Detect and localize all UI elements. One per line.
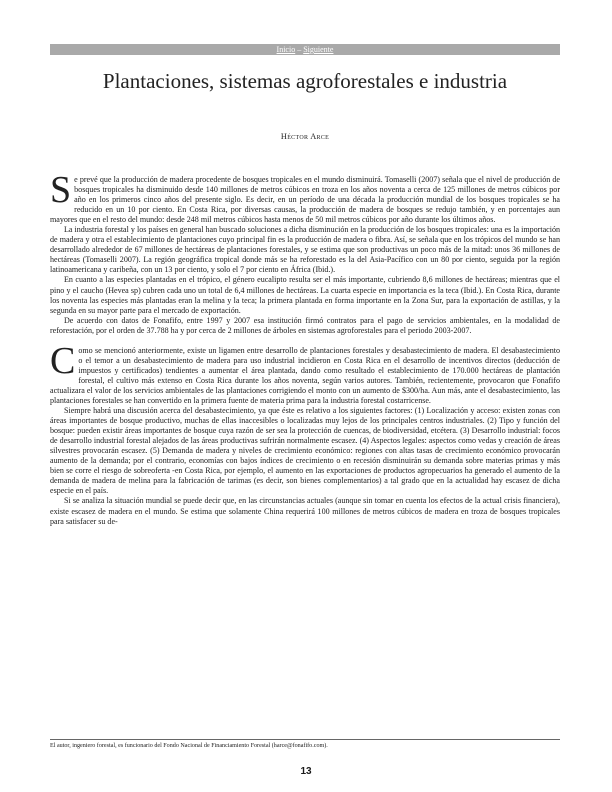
article-body xyxy=(50,169,560,527)
nav-link-inicio[interactable]: Inicio xyxy=(276,45,296,54)
drop-cap: C xyxy=(50,339,76,382)
nav-link-siguiente[interactable]: Siguiente xyxy=(303,45,334,54)
paragraph: La industria forestal y los países en general han buscado soluciones a dicha disminución en la producción de los bosques tropicales: una es la importación de madera y otra el establecimiento de plantaciones cuyo principal fin es la producción de madera o fibra. Así, se señala que en los trópicos del mundo se han desarrollado alrededor de 67 millones de hectáreas de plantaciones forestales, y se estima que son productivas un poco más de la mitad: unos 36 millones de hectáreas (Tomaselli 2007). La región geográfica tropical donde más se ha reforestado es la del Asia-Pacífico con un 80 por ciento, seguida por la región latinoamericana y caribeña, con un 13 por ciento, y solo el 7 por ciento en África (Ibid.). xyxy=(50,225,560,275)
section-intro xyxy=(50,169,560,336)
drop-cap: S xyxy=(50,169,72,211)
paragraph: De acuerdo con datos de Fonafifo, entre 1997 y 2007 esa institución firmó contratos para el pago de servicios ambientales, en la modalidad de reforestación, por el orden de 37.788 ha y por cerca de 2 millones de árboles en sistemas agroforestales para el periodo 2003-2007. xyxy=(50,315,560,335)
article-title: Plantaciones, sistemas agroforestales e industria xyxy=(102,69,508,93)
paragraph: Si se analiza la situación mundial se puede decir que, en las circunstancias actuales (aunque sin tomar en cuenta los efectos de la actual crisis financiera), existe escasez de madera en el mundo. Se estima que solamente China requerirá 100 millones de metros cúbicos de madera en troza de bosques tropicales para satisfacer su de- xyxy=(50,496,560,526)
footnote-divider xyxy=(50,739,560,740)
section-desabastecimiento xyxy=(50,339,560,527)
paragraph: En cuanto a las especies plantadas en el trópico, el género eucalipto resulta ser el más importante, cubriendo 8,6 millones de hectáreas; mientras que el pino y el caucho (Hevea sp) cubren cada uno un total de 6,4 millones de hectáreas. La cuarta especie en importancia es la teca (Ibid.). En Costa Rica, durante los noventa las especies más plantadas eran la melina y la teca; la primera plantada en forma importante en la Zona Sur, para la exportación de astillas, y la segunda en su mayor parte para el mercado de exportación. xyxy=(50,275,560,315)
paragraph: omo se mencionó anteriormente, existe un ligamen entre desarrollo de plantaciones forestales y desabastecimiento de madera. El desabastecimiento o el temor a un desabastecimiento de madera para uso industrial incidieron en Costa Rica en el desarrollo de incentivos directos (deducción de impuestos y certificados) tendientes a aumentar el área plantada, dando como resultado el establecimiento de 170.000 hectáreas de plantación forestal, el cultivo más extenso en Costa Rica durante los años noventa, según varios autores. También, recientemente, provocaron que Fonafifo actualizara el valor de los servicios ambientales de las plantaciones corrigiendo el monto con un aumento de $300/ha. Aun más, ante el desabastecimiento, las plantaciones forestales se han convertido en la primera fuente de materia prima para la industria forestal costarricense. xyxy=(50,345,560,405)
section-spacer xyxy=(50,336,560,346)
paragraph: e prevé que la producción de madera procedente de bosques tropicales en el mundo disminuirá. Tomaselli (2007) señala que el nivel de producción de bosques tropicales ha disminuido desde 140 millones de metros cúbicos en troza en los años noventa a cerca de 125 millones de metros cúbicos por año en los primeros cinco años del presente siglo. Es decir, en un período de una década la producción mundial de los bosques tropicales se ha reducido en un 10 por ciento. En Costa Rica, por diversas causas, la producción de madera de bosques se redujo también, y en porcentajes aun mayores que en el resto del mundo: desde 248 mil metros cúbicos hasta menos de 50 mil metros cúbicos por año durante los últimos años. xyxy=(50,175,560,225)
article-author: Héctor Arce xyxy=(280,132,330,141)
footnote: El autor, ingeniero forestal, es funcionario del Fondo Nacional de Financiamiento Forestal (harce@fonafifo.com). xyxy=(50,743,328,749)
paragraph: Siempre habrá una discusión acerca del desabastecimiento, ya que éste es relativo a los siguientes factores: (1) Localización y acceso: existen zonas con áreas importantes de bosque productivo, muchas de ellas inaccesibles o localizadas muy lejos de los principales centros industriales. (2) Tipo y función del bosque: pueden existir áreas importantes de bosque cuya razón de ser sea la protección de cuencas, de biodiversidad, etcétera. (3) Desarrollo industrial: focos de desarrollo industrial forestal alejados de las áreas productivas sufrirán normalmente escasez. (4) Aspectos legales: aspectos como vedas y creación de áreas silvestres provocarán escasez. (5) Demanda de madera y niveles de crecimiento económico: regiones con altas tasas de crecimiento económico provocarán aumento de la demanda; por el contrario, economías con bajos índices de crecimiento o en recesión disminuirán su demanda sobre materias primas y más bien se corre el riesgo de sobreoferta -en Costa Rica, por ejemplo, el aumento en las exportaciones de productos agropecuarios ha generado el aumento de la demanda de madera de melina para la fabricación de tarimas (es decir, son bienes complementarios) a tal grado que en la actualidad hay escasez de dicha especie en el país. xyxy=(50,406,560,496)
page-number: 13 xyxy=(300,766,312,777)
nav-separator: – xyxy=(297,45,302,54)
navigation-bar xyxy=(50,44,560,55)
